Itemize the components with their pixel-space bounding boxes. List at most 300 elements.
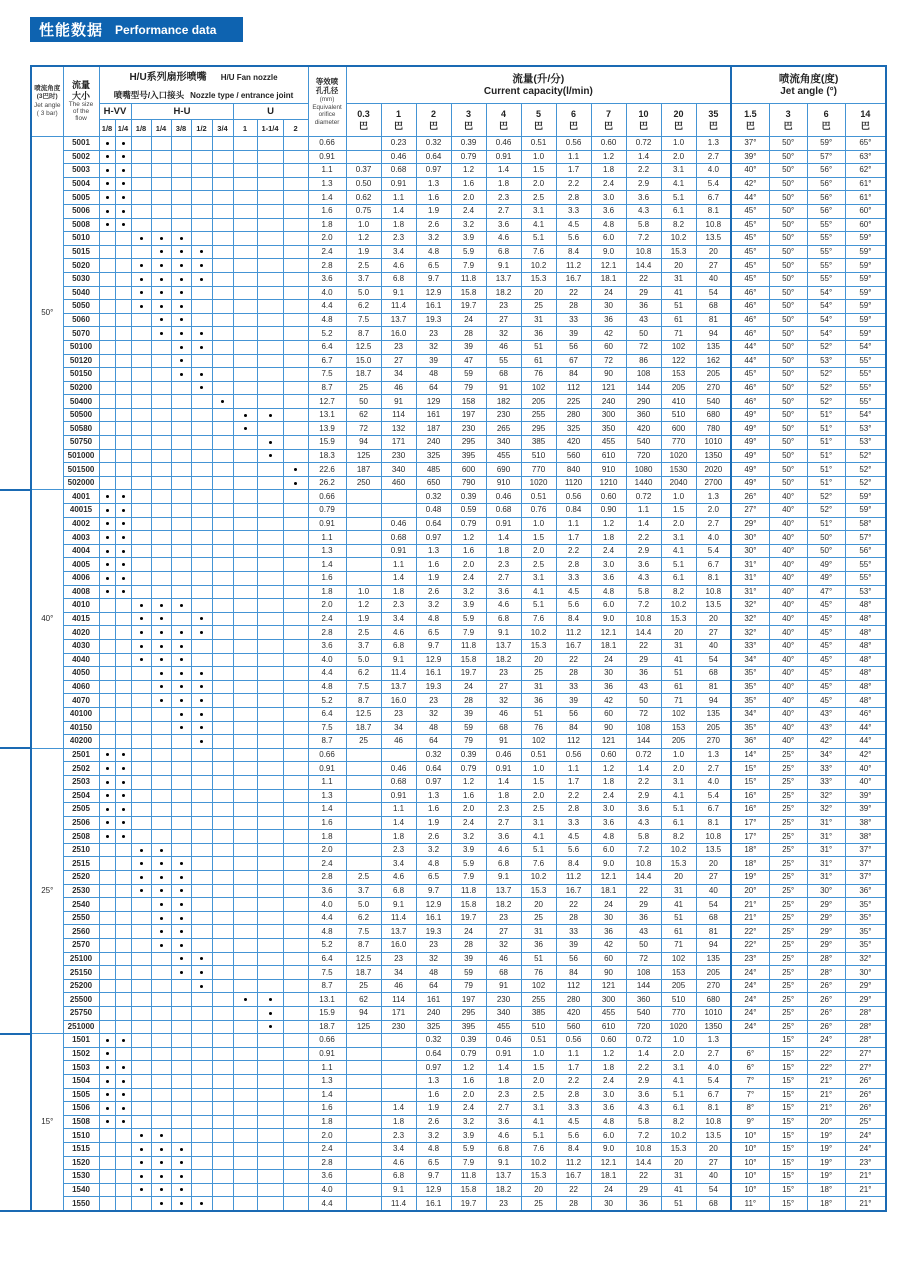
nozzle-availability-cell: [171, 1129, 191, 1143]
nozzle-availability-cell: [257, 830, 283, 844]
capacity-value-cell: 187: [346, 463, 381, 477]
capacity-value-cell: 0.50: [346, 177, 381, 191]
nozzle-availability-cell: [233, 667, 257, 681]
capacity-value-cell: 33: [556, 313, 591, 327]
capacity-value-cell: 11.2: [556, 259, 591, 273]
capacity-value-cell: 30: [591, 911, 626, 925]
availability-dot-icon: [106, 563, 109, 566]
nozzle-availability-cell: [191, 803, 212, 817]
availability-dot-icon: [200, 1202, 203, 1205]
model-number-cell: 4002: [63, 517, 99, 531]
capacity-value-cell: 56: [556, 340, 591, 354]
jet-angle-value-cell: 50°: [769, 327, 807, 341]
capacity-value-cell: 61: [661, 313, 696, 327]
capacity-value-cell: 4.8: [591, 830, 626, 844]
jet-angle-value-cell: 26°: [807, 993, 845, 1007]
capacity-value-cell: 36: [521, 939, 556, 953]
nozzle-availability-cell: [233, 694, 257, 708]
nozzle-availability-cell: [257, 626, 283, 640]
nozzle-availability-cell: [115, 775, 131, 789]
availability-dot-icon: [160, 291, 163, 294]
capacity-value-cell: 3.2: [451, 1115, 486, 1129]
capacity-value-cell: 59: [451, 721, 486, 735]
capacity-value-cell: 300: [591, 408, 626, 422]
nozzle-availability-cell: [233, 599, 257, 613]
jet-angle-value-cell: 45°: [807, 694, 845, 708]
capacity-value-cell: 197: [451, 408, 486, 422]
nozzle-availability-cell: [151, 1197, 171, 1211]
nozzle-availability-cell: [131, 1007, 151, 1021]
capacity-value-cell: 153: [661, 368, 696, 382]
capacity-value-cell: 2.4: [591, 789, 626, 803]
nozzle-availability-cell: [257, 572, 283, 586]
jet-angle-value-cell: 27°: [731, 504, 769, 518]
nozzle-availability-cell: [233, 286, 257, 300]
orifice-diameter-cell: 2.8: [308, 626, 346, 640]
capacity-value-cell: 20: [661, 1156, 696, 1170]
nozzle-availability-cell: [115, 476, 131, 490]
nozzle-availability-cell: [212, 463, 233, 477]
table-row-4040: [31, 653, 886, 667]
jet-angle-value-cell: 18°: [731, 857, 769, 871]
jet-angle-value-cell: 50°: [769, 395, 807, 409]
capacity-value-cell: 84: [556, 721, 591, 735]
nozzle-availability-cell: [257, 1020, 283, 1034]
nozzle-availability-cell: [115, 612, 131, 626]
nozzle-availability-cell: [191, 911, 212, 925]
capacity-value-cell: 4.5: [556, 1115, 591, 1129]
nozzle-availability-cell: [99, 925, 115, 939]
nozzle-availability-cell: [212, 612, 233, 626]
availability-dot-icon: [180, 917, 183, 920]
nozzle-availability-cell: [171, 694, 191, 708]
availability-dot-icon: [140, 305, 143, 308]
nozzle-availability-cell: [283, 952, 308, 966]
capacity-value-cell: 28: [451, 694, 486, 708]
nozzle-availability-cell: [171, 626, 191, 640]
capacity-value-cell: 41: [661, 1183, 696, 1197]
jet-angle-value-cell: 21°: [845, 1170, 886, 1184]
nozzle-availability-cell: [171, 762, 191, 776]
jet-angle-value-cell: 52°: [845, 476, 886, 490]
jet-angle-value-cell: 40°: [769, 653, 807, 667]
nozzle-availability-cell: [233, 803, 257, 817]
model-number-cell: 25500: [63, 993, 99, 1007]
capacity-value-cell: [346, 1129, 381, 1143]
nozzle-availability-cell: [257, 232, 283, 246]
availability-dot-icon: [160, 1148, 163, 1151]
nozzle-availability-cell: [99, 911, 115, 925]
orifice-diameter-cell: 1.3: [308, 1074, 346, 1088]
table-row-2501: [31, 748, 886, 762]
jet-angle-value-cell: 49°: [731, 476, 769, 490]
nozzle-availability-cell: [283, 884, 308, 898]
capacity-value-cell: 6.8: [381, 884, 416, 898]
availability-dot-icon: [160, 237, 163, 240]
nozzle-availability-cell: [99, 1088, 115, 1102]
jet-angle-value-cell: 45°: [807, 599, 845, 613]
nozzle-availability-cell: [257, 803, 283, 817]
jet-angle-value-cell: 25°: [769, 966, 807, 980]
capacity-value-cell: 50: [626, 939, 661, 953]
table-row-2503: [31, 775, 886, 789]
nozzle-availability-cell: [171, 884, 191, 898]
capacity-value-cell: 10.2: [661, 843, 696, 857]
capacity-value-cell: 6.1: [661, 204, 696, 218]
availability-dot-icon: [122, 794, 125, 797]
capacity-value-cell: 9.0: [591, 245, 626, 259]
nozzle-availability-cell: [283, 1115, 308, 1129]
nozzle-availability-cell: [115, 191, 131, 205]
nozzle-availability-cell: [212, 816, 233, 830]
nozzle-availability-cell: [283, 925, 308, 939]
capacity-value-cell: 1.0: [661, 490, 696, 504]
nozzle-availability-cell: [171, 177, 191, 191]
nozzle-availability-cell: [233, 952, 257, 966]
nozzle-availability-cell: [283, 490, 308, 504]
capacity-value-cell: 90: [591, 368, 626, 382]
nozzle-availability-cell: [131, 1034, 151, 1048]
nozzle-availability-cell: [131, 327, 151, 341]
nozzle-availability-cell: [131, 1047, 151, 1061]
capacity-value-cell: 2.7: [696, 762, 731, 776]
orifice-diameter-cell: 1.1: [308, 531, 346, 545]
capacity-value-cell: 3.1: [661, 164, 696, 178]
availability-dot-icon: [160, 1175, 163, 1178]
nozzle-availability-cell: [171, 137, 191, 151]
jet-angle-value-cell: 6°: [731, 1061, 769, 1075]
nozzle-availability-cell: [233, 1170, 257, 1184]
capacity-value-cell: 205: [521, 395, 556, 409]
jet-angle-value-cell: 50°: [769, 137, 807, 151]
capacity-value-cell: 19.3: [416, 313, 451, 327]
flow-size-column-header: 流量 大小 The size of the flow: [63, 66, 99, 137]
capacity-value-cell: 2.0: [661, 150, 696, 164]
capacity-value-cell: 420: [556, 436, 591, 450]
group-jet-angle-label: 40°: [31, 490, 63, 748]
jet-angle-value-cell: 31°: [731, 585, 769, 599]
capacity-value-cell: 2.5: [346, 871, 381, 885]
capacity-value-cell: 24: [591, 1183, 626, 1197]
capacity-value-cell: 3.1: [521, 1102, 556, 1116]
capacity-value-cell: 122: [661, 354, 696, 368]
nozzle-availability-cell: [283, 463, 308, 477]
jet-angle-value-cell: 40°: [769, 504, 807, 518]
capacity-value-cell: 2.2: [556, 789, 591, 803]
capacity-value-cell: 5.4: [696, 177, 731, 191]
model-number-cell: 5020: [63, 259, 99, 273]
nozzle-availability-cell: [257, 762, 283, 776]
nozzle-availability-cell: [257, 789, 283, 803]
capacity-value-cell: 2.4: [451, 816, 486, 830]
nozzle-availability-cell: [233, 177, 257, 191]
capacity-value-cell: 1.3: [696, 748, 731, 762]
capacity-value-cell: 0.46: [486, 1034, 521, 1048]
availability-dot-icon: [294, 482, 297, 485]
nozzle-availability-cell: [171, 354, 191, 368]
orifice-diameter-cell: 2.4: [308, 612, 346, 626]
capacity-value-cell: 86: [626, 354, 661, 368]
capacity-value-cell: 18.2: [486, 898, 521, 912]
nozzle-availability-cell: [115, 327, 131, 341]
capacity-value-cell: 1.6: [416, 1088, 451, 1102]
jet-angle-value-cell: 36°: [845, 884, 886, 898]
capacity-pressure-5-bar-header: 5 巴: [521, 104, 556, 137]
capacity-value-cell: 1.4: [486, 775, 521, 789]
model-number-cell: 2501: [63, 748, 99, 762]
nozzle-availability-cell: [131, 626, 151, 640]
capacity-value-cell: 32: [486, 694, 521, 708]
capacity-value-cell: 5.0: [346, 653, 381, 667]
capacity-value-cell: 4.5: [556, 585, 591, 599]
nozzle-availability-cell: [212, 789, 233, 803]
model-number-cell: 4050: [63, 667, 99, 681]
capacity-value-cell: 54: [696, 898, 731, 912]
model-number-cell: 501000: [63, 449, 99, 463]
jet-angle-value-cell: 59°: [845, 490, 886, 504]
model-number-cell: 25150: [63, 966, 99, 980]
jet-angle-value-cell: 24°: [845, 1129, 886, 1143]
availability-dot-icon: [200, 699, 203, 702]
capacity-value-cell: 11.4: [381, 911, 416, 925]
jet-angle-value-cell: 29°: [807, 911, 845, 925]
capacity-value-cell: 13.7: [486, 272, 521, 286]
availability-dot-icon: [180, 1202, 183, 1205]
nozzle-availability-cell: [151, 422, 171, 436]
jet-angle-value-cell: 29°: [807, 925, 845, 939]
capacity-value-cell: 1.2: [346, 599, 381, 613]
model-number-cell: 40100: [63, 707, 99, 721]
capacity-value-cell: 325: [416, 449, 451, 463]
availability-dot-icon: [180, 1161, 183, 1164]
capacity-value-cell: 22: [626, 884, 661, 898]
capacity-value-cell: 1.5: [521, 531, 556, 545]
nozzle-availability-cell: [283, 1020, 308, 1034]
jet-angle-value-cell: 22°: [807, 1061, 845, 1075]
nozzle-availability-cell: [212, 680, 233, 694]
nozzle-availability-cell: [171, 993, 191, 1007]
capacity-value-cell: 410: [661, 395, 696, 409]
nozzle-availability-cell: [99, 150, 115, 164]
availability-dot-icon: [180, 1148, 183, 1151]
table-row-5005: [31, 191, 886, 205]
availability-dot-icon: [122, 509, 125, 512]
nozzle-availability-cell: [233, 585, 257, 599]
jet-angle-value-cell: 50°: [769, 218, 807, 232]
availability-dot-icon: [200, 332, 203, 335]
capacity-value-cell: 9.7: [416, 1170, 451, 1184]
nozzle-availability-cell: [233, 911, 257, 925]
nozzle-availability-cell: [212, 1020, 233, 1034]
capacity-value-cell: 1.2: [451, 1061, 486, 1075]
capacity-value-cell: 10.8: [626, 612, 661, 626]
capacity-value-cell: 10.2: [521, 626, 556, 640]
nozzle-availability-cell: [131, 1088, 151, 1102]
nozzle-availability-cell: [99, 966, 115, 980]
capacity-value-cell: 6.8: [486, 612, 521, 626]
jet-angle-value-cell: 35°: [845, 925, 886, 939]
nozzle-availability-cell: [212, 164, 233, 178]
nozzle-availability-cell: [233, 232, 257, 246]
capacity-value-cell: 46: [486, 340, 521, 354]
capacity-value-cell: 540: [626, 1007, 661, 1021]
nozzle-availability-cell: [171, 871, 191, 885]
table-row-2510: [31, 843, 886, 857]
jet-angle-value-cell: 28°: [807, 952, 845, 966]
capacity-value-cell: 3.0: [591, 558, 626, 572]
capacity-value-cell: 23: [486, 1197, 521, 1211]
nozzle-availability-cell: [115, 1197, 131, 1211]
capacity-value-cell: 4.6: [486, 232, 521, 246]
nozzle-availability-cell: [257, 1156, 283, 1170]
capacity-value-cell: 20: [696, 1142, 731, 1156]
jet-angle-value-cell: 34°: [731, 653, 769, 667]
availability-dot-icon: [140, 237, 143, 240]
capacity-value-cell: 31: [521, 925, 556, 939]
nozzle-availability-cell: [191, 150, 212, 164]
capacity-value-cell: 0.97: [416, 1061, 451, 1075]
availability-dot-icon: [106, 142, 109, 145]
capacity-value-cell: 1.4: [626, 762, 661, 776]
jet-angle-value-cell: 22°: [731, 925, 769, 939]
capacity-value-cell: 22: [626, 639, 661, 653]
nozzle-availability-cell: [151, 572, 171, 586]
table-row-2502: [31, 762, 886, 776]
jet-angle-value-cell: 25°: [845, 1115, 886, 1129]
capacity-value-cell: 0.60: [591, 748, 626, 762]
jet-angle-value-cell: 31°: [731, 558, 769, 572]
capacity-value-cell: 2.3: [486, 191, 521, 205]
capacity-value-cell: [346, 137, 381, 151]
capacity-value-cell: 8.7: [346, 939, 381, 953]
capacity-value-cell: 2.0: [451, 803, 486, 817]
capacity-value-cell: 36: [626, 911, 661, 925]
orifice-diameter-cell: 8.7: [308, 381, 346, 395]
capacity-value-cell: 3.9: [451, 843, 486, 857]
capacity-value-cell: 16.0: [381, 327, 416, 341]
nozzle-availability-cell: [115, 463, 131, 477]
availability-dot-icon: [180, 346, 183, 349]
nozzle-availability-cell: [257, 340, 283, 354]
jet-angle-value-cell: 9°: [731, 1115, 769, 1129]
capacity-value-cell: 2.2: [626, 775, 661, 789]
nozzle-availability-cell: [115, 979, 131, 993]
nozzle-availability-cell: [191, 721, 212, 735]
nozzle-availability-cell: [99, 531, 115, 545]
availability-dot-icon: [200, 386, 203, 389]
capacity-value-cell: 48: [416, 368, 451, 382]
nozzle-availability-cell: [115, 300, 131, 314]
nozzle-availability-cell: [283, 789, 308, 803]
nozzle-availability-cell: [283, 354, 308, 368]
nozzle-availability-cell: [283, 857, 308, 871]
nozzle-availability-cell: [257, 204, 283, 218]
jet-angle-value-cell: 14°: [731, 748, 769, 762]
nozzle-availability-cell: [257, 1183, 283, 1197]
model-number-cell: 4070: [63, 694, 99, 708]
availability-dot-icon: [140, 278, 143, 281]
nozzle-availability-cell: [171, 259, 191, 273]
nozzle-availability-cell: [283, 735, 308, 749]
capacity-value-cell: 290: [626, 395, 661, 409]
jet-angle-value-cell: 15°: [769, 1102, 807, 1116]
capacity-value-cell: 4.6: [486, 599, 521, 613]
capacity-value-cell: 42: [591, 939, 626, 953]
nozzle-availability-cell: [233, 150, 257, 164]
capacity-value-cell: 43: [626, 680, 661, 694]
nozzle-availability-cell: [257, 1142, 283, 1156]
availability-dot-icon: [180, 373, 183, 376]
nozzle-availability-cell: [151, 911, 171, 925]
capacity-value-cell: 15.3: [661, 612, 696, 626]
nozzle-availability-cell: [212, 803, 233, 817]
orifice-diameter-cell: 4.4: [308, 300, 346, 314]
model-number-cell: 2560: [63, 925, 99, 939]
capacity-value-cell: 11.2: [556, 1156, 591, 1170]
capacity-value-cell: 39: [556, 939, 591, 953]
availability-dot-icon: [294, 468, 297, 471]
capacity-value-cell: 1.0: [346, 218, 381, 232]
availability-dot-icon: [140, 1161, 143, 1164]
nozzle-availability-cell: [257, 1034, 283, 1048]
capacity-value-cell: 11.8: [451, 884, 486, 898]
capacity-value-cell: 1.9: [346, 612, 381, 626]
nozzle-availability-cell: [151, 694, 171, 708]
jet-angle-value-cell: 30°: [731, 531, 769, 545]
availability-dot-icon: [180, 1188, 183, 1191]
capacity-value-cell: 18.2: [486, 653, 521, 667]
jet-angle-value-cell: 36°: [731, 735, 769, 749]
nozzle-availability-cell: [115, 993, 131, 1007]
nozzle-availability-cell: [131, 667, 151, 681]
nozzle-availability-cell: [151, 884, 171, 898]
nozzle-availability-cell: [212, 707, 233, 721]
jet-angle-value-cell: 30°: [731, 544, 769, 558]
table-row-4010: [31, 599, 886, 613]
nozzle-availability-cell: [131, 843, 151, 857]
capacity-value-cell: 1.9: [416, 204, 451, 218]
capacity-value-cell: 16.7: [556, 272, 591, 286]
model-number-cell: 1508: [63, 1115, 99, 1129]
jet-angle-value-cell: 59°: [845, 313, 886, 327]
capacity-value-cell: 6.5: [416, 259, 451, 273]
capacity-value-cell: 0.51: [521, 137, 556, 151]
nozzle-availability-cell: [191, 898, 212, 912]
capacity-value-cell: 3.3: [556, 572, 591, 586]
nozzle-availability-cell: [99, 585, 115, 599]
nozzle-availability-cell: [99, 177, 115, 191]
nozzle-availability-cell: [233, 368, 257, 382]
nozzle-availability-cell: [99, 1034, 115, 1048]
nozzle-availability-cell: [131, 1020, 151, 1034]
nozzle-availability-cell: [283, 1102, 308, 1116]
nozzle-availability-cell: [131, 830, 151, 844]
capacity-value-cell: [381, 748, 416, 762]
model-number-cell: 4030: [63, 639, 99, 653]
nozzle-availability-cell: [99, 898, 115, 912]
capacity-value-cell: 182: [486, 395, 521, 409]
nozzle-availability-cell: [171, 789, 191, 803]
table-row-25750: [31, 1007, 886, 1021]
capacity-value-cell: 1.5: [521, 1061, 556, 1075]
nozzle-availability-cell: [191, 544, 212, 558]
jet-angle-value-cell: 49°: [731, 422, 769, 436]
nozzle-availability-cell: [115, 952, 131, 966]
capacity-value-cell: 3.0: [591, 191, 626, 205]
table-row-5004: [31, 177, 886, 191]
capacity-value-cell: 2.4: [591, 1074, 626, 1088]
nozzle-availability-cell: [171, 1142, 191, 1156]
